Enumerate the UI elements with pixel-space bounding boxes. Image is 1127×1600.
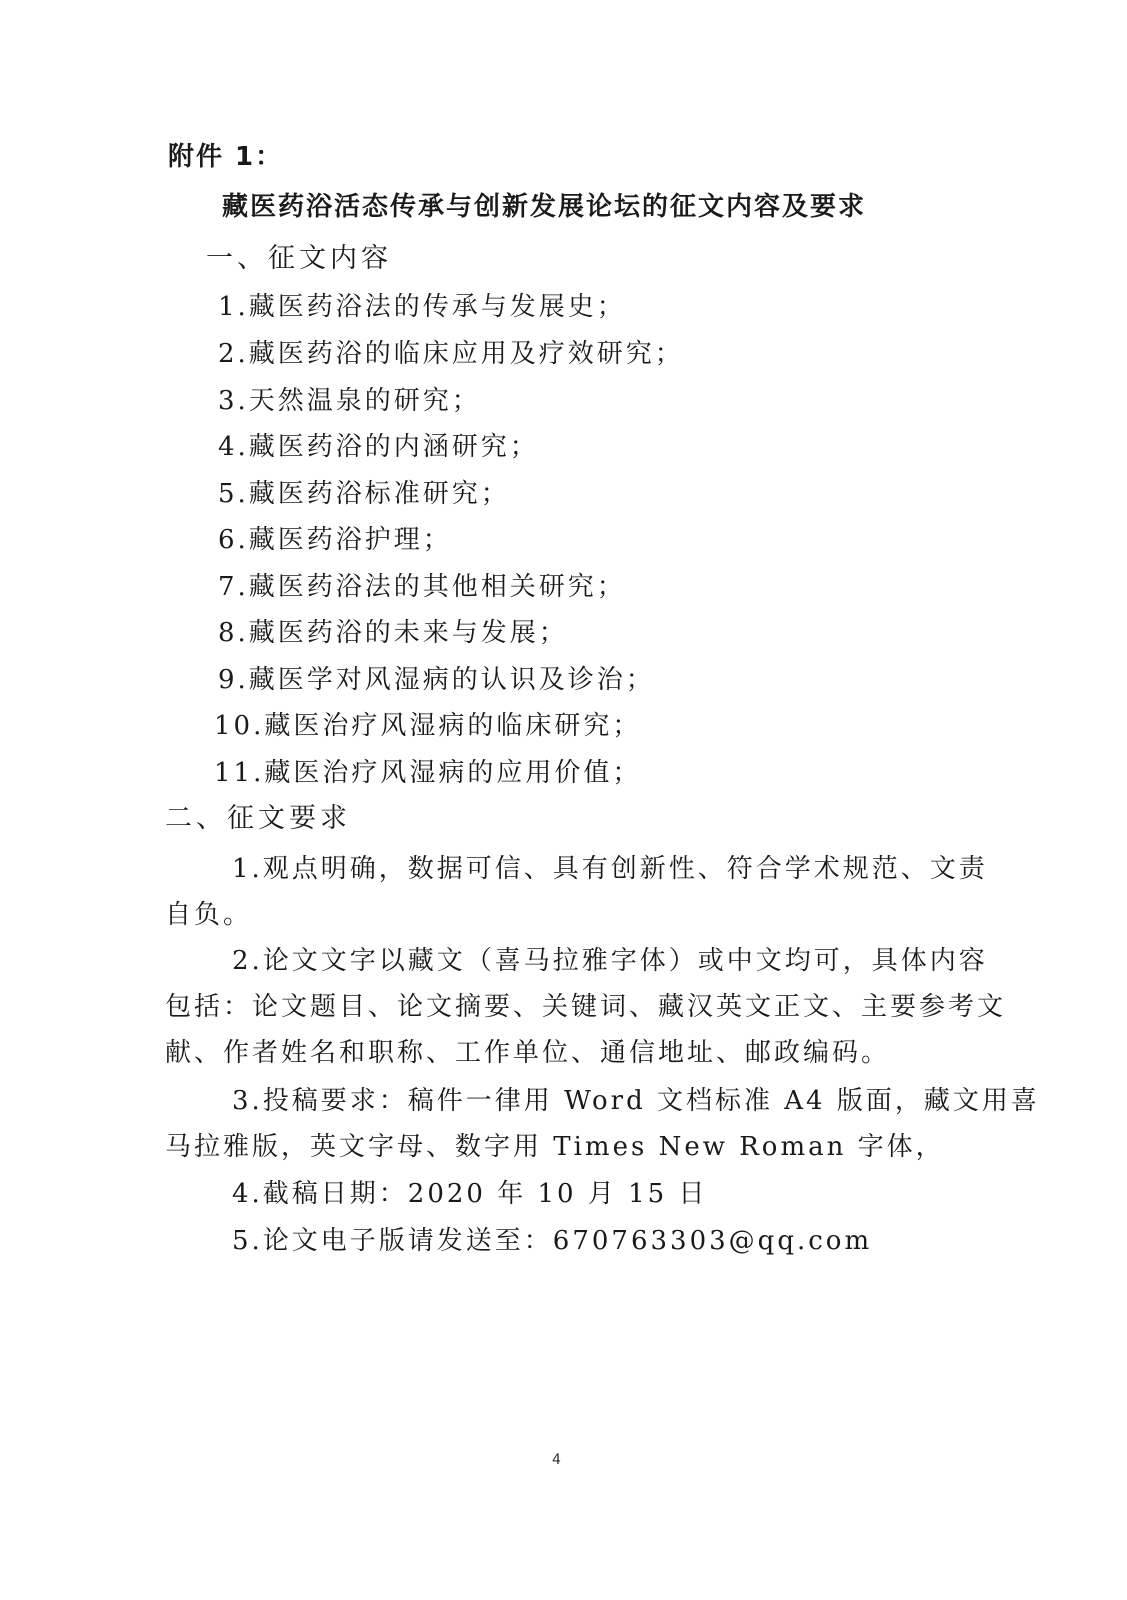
list-item: 6.藏医药浴护理； — [218, 525, 452, 555]
requirement-2-line-2: 包括：论文题目、论文摘要、关键词、藏汉英文正文、主要参考文 — [165, 992, 1007, 1022]
list-item: 7.藏医药浴法的其他相关研究； — [218, 572, 626, 602]
requirement-4: 4.截稿日期：2020 年 10 月 15 日 — [232, 1179, 708, 1209]
list-item: 5.藏医药浴标准研究； — [218, 479, 510, 509]
attachment-label: 附件 1： — [168, 142, 284, 172]
list-item: 9.藏医学对风湿病的认识及诊治； — [218, 665, 655, 695]
requirement-2-line-3: 献、作者姓名和职称、工作单位、通信地址、邮政编码。 — [165, 1038, 891, 1068]
requirement-1-line-1: 1.观点明确，数据可信、具有创新性、符合学术规范、文责 — [232, 854, 988, 884]
list-item: 3.天然温泉的研究； — [218, 386, 481, 416]
section-heading-requirements: 二、征文要求 — [165, 803, 351, 834]
list-item: 11.藏医治疗风湿病的应用价值； — [214, 758, 642, 788]
requirement-5: 5.论文电子版请发送至：670763303@qq.com — [232, 1226, 873, 1256]
requirement-3-line-2: 马拉雅版，英文字母、数字用 Times New Roman 字体， — [165, 1132, 945, 1162]
page-number: 4 — [552, 1452, 561, 1468]
requirement-3-line-1: 3.投稿要求：稿件一律用 Word 文档标准 A4 版面，藏文用喜 — [232, 1086, 1040, 1116]
requirement-2-line-1: 2.论文文字以藏文（喜马拉雅字体）或中文均可，具体内容 — [232, 946, 988, 976]
list-item: 8.藏医药浴的未来与发展； — [218, 618, 568, 648]
list-item: 4.藏医药浴的内涵研究； — [218, 432, 539, 462]
list-item: 2.藏医药浴的临床应用及疗效研究； — [218, 339, 684, 369]
section-heading-content: 一、征文内容 — [206, 243, 392, 274]
requirement-1-line-2: 自负。 — [165, 900, 253, 930]
list-item: 1.藏医药浴法的传承与发展史； — [218, 292, 626, 322]
list-item: 10.藏医治疗风湿病的临床研究； — [214, 711, 642, 741]
document-title: 藏医药浴活态传承与创新发展论坛的征文内容及要求 — [222, 192, 867, 222]
